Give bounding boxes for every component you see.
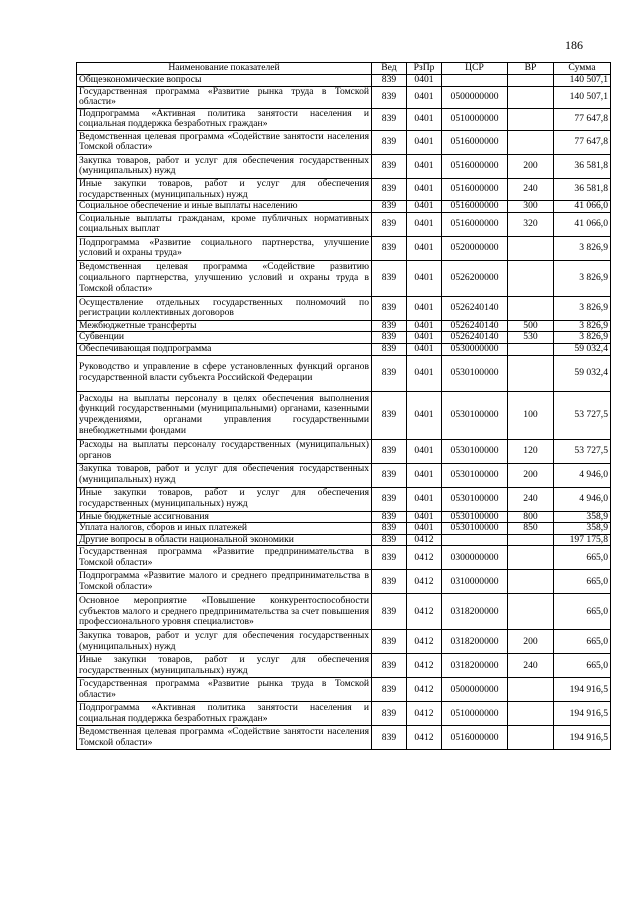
cell-csr: 0530000000	[442, 343, 508, 355]
cell-name: Иные закупки товаров, работ и услуг для обеспечения государственных (муниципальных) нужд	[77, 654, 372, 678]
cell-vr	[508, 343, 554, 355]
cell-sum: 358,9	[554, 511, 611, 523]
cell-name: Социальное обеспечение и иные выплаты населению	[77, 201, 372, 213]
cell-ved: 839	[372, 487, 407, 511]
cell-name: Другие вопросы в области национальной экономики	[77, 534, 372, 546]
cell-rzpr: 0401	[407, 343, 442, 355]
cell-ved: 839	[372, 236, 407, 260]
cell-csr	[442, 534, 508, 546]
cell-vr	[508, 296, 554, 320]
cell-sum: 140 507,1	[554, 86, 611, 108]
cell-rzpr: 0401	[407, 439, 442, 463]
cell-csr: 0318200000	[442, 630, 508, 654]
cell-rzpr: 0412	[407, 630, 442, 654]
cell-csr: 0516000000	[442, 178, 508, 200]
table-row	[77, 355, 611, 391]
header-csr: ЦСР	[442, 63, 508, 75]
cell-csr: 0318200000	[442, 654, 508, 678]
cell-sum: 59 032,4	[554, 355, 611, 391]
cell-sum: 3 826,9	[554, 236, 611, 260]
cell-ved: 839	[372, 75, 407, 87]
cell-csr: 0530100000	[442, 523, 508, 535]
table-row	[77, 654, 611, 678]
cell-rzpr: 0412	[407, 654, 442, 678]
cell-rzpr: 0401	[407, 108, 442, 130]
cell-csr: 0526240140	[442, 332, 508, 344]
cell-sum: 77 647,8	[554, 130, 611, 154]
table-row	[77, 702, 611, 726]
table-row	[77, 678, 611, 702]
table-row	[77, 260, 611, 296]
cell-vr: 240	[508, 487, 554, 511]
cell-ved: 839	[372, 439, 407, 463]
cell-ved: 839	[372, 546, 407, 570]
table-row	[77, 570, 611, 594]
cell-name: Уплата налогов, сборов и иных платежей	[77, 523, 372, 535]
cell-vr	[508, 570, 554, 594]
table-row	[77, 523, 611, 535]
cell-sum: 3 826,9	[554, 320, 611, 332]
cell-csr: 0530100000	[442, 463, 508, 487]
cell-name: Иные закупки товаров, работ и услуг для обеспечения государственных (муниципальных) нужд	[77, 487, 372, 511]
cell-vr	[508, 75, 554, 87]
cell-rzpr: 0412	[407, 534, 442, 546]
cell-csr	[442, 75, 508, 87]
cell-csr: 0510000000	[442, 702, 508, 726]
table-row	[77, 212, 611, 236]
header-ved: Вед	[372, 63, 407, 75]
header-vr: ВР	[508, 63, 554, 75]
cell-rzpr: 0401	[407, 355, 442, 391]
cell-csr: 0300000000	[442, 546, 508, 570]
cell-name: Обеспечивающая подпрограмма	[77, 343, 372, 355]
cell-ved: 839	[372, 108, 407, 130]
cell-vr	[508, 702, 554, 726]
cell-ved: 839	[372, 332, 407, 344]
cell-vr	[508, 86, 554, 108]
cell-ved: 839	[372, 86, 407, 108]
cell-ved: 839	[372, 260, 407, 296]
cell-csr: 0500000000	[442, 678, 508, 702]
cell-vr: 240	[508, 654, 554, 678]
cell-rzpr: 0401	[407, 86, 442, 108]
cell-rzpr: 0401	[407, 212, 442, 236]
cell-ved: 839	[372, 523, 407, 535]
cell-name: Закупка товаров, работ и услуг для обеспечения государственных (муниципальных) нужд	[77, 630, 372, 654]
cell-vr: 100	[508, 391, 554, 439]
table-row	[77, 296, 611, 320]
cell-name: Руководство и управление в сфере установленных функций органов государственной власти субъекта Российской Федерации	[77, 355, 372, 391]
cell-name: Социальные выплаты гражданам, кроме публичных нормативных социальных выплат	[77, 212, 372, 236]
cell-name: Государственная программа «Развитие рынка труда в Томской области»	[77, 86, 372, 108]
cell-vr: 200	[508, 154, 554, 178]
cell-name: Общеэкономические вопросы	[77, 75, 372, 87]
cell-name: Подпрограмма «Активная политика занятости населения и социальная поддержка безработных граждан»	[77, 702, 372, 726]
cell-vr: 120	[508, 439, 554, 463]
cell-vr	[508, 726, 554, 750]
cell-ved: 839	[372, 343, 407, 355]
table-row	[77, 86, 611, 108]
cell-ved: 839	[372, 296, 407, 320]
cell-csr: 0500000000	[442, 86, 508, 108]
table-row	[77, 511, 611, 523]
cell-sum: 665,0	[554, 546, 611, 570]
page-number: 186	[565, 38, 583, 52]
cell-rzpr: 0401	[407, 463, 442, 487]
table-row	[77, 320, 611, 332]
cell-sum: 3 826,9	[554, 332, 611, 344]
cell-csr: 0530100000	[442, 511, 508, 523]
cell-vr	[508, 355, 554, 391]
cell-rzpr: 0412	[407, 678, 442, 702]
table-row	[77, 108, 611, 130]
table-row	[77, 463, 611, 487]
table-row	[77, 630, 611, 654]
cell-csr: 0516000000	[442, 726, 508, 750]
table-row	[77, 75, 611, 87]
cell-vr	[508, 546, 554, 570]
cell-rzpr: 0401	[407, 511, 442, 523]
cell-name: Расходы на выплаты персоналу в целях обеспечения выполнения функций государственными (муниципальными) органами, казенными учреждениями, органами управления государственными внебюджетными фондами	[77, 391, 372, 439]
cell-vr	[508, 108, 554, 130]
cell-ved: 839	[372, 320, 407, 332]
cell-ved: 839	[372, 391, 407, 439]
cell-rzpr: 0401	[407, 201, 442, 213]
cell-rzpr: 0401	[407, 320, 442, 332]
cell-sum: 77 647,8	[554, 108, 611, 130]
cell-name: Основное мероприятие «Повышение конкурентоспособности субъектов малого и среднего предпринимательства за счет повышения профессионального уровня специалистов»	[77, 594, 372, 630]
cell-rzpr: 0412	[407, 594, 442, 630]
cell-vr	[508, 678, 554, 702]
cell-vr	[508, 236, 554, 260]
cell-csr: 0526200000	[442, 260, 508, 296]
cell-rzpr: 0412	[407, 702, 442, 726]
cell-rzpr: 0401	[407, 236, 442, 260]
cell-vr	[508, 260, 554, 296]
cell-csr: 0530100000	[442, 391, 508, 439]
cell-sum: 59 032,4	[554, 343, 611, 355]
budget-table	[76, 62, 611, 750]
cell-rzpr: 0401	[407, 296, 442, 320]
cell-rzpr: 0401	[407, 260, 442, 296]
table-row	[77, 154, 611, 178]
cell-sum: 194 916,5	[554, 678, 611, 702]
cell-csr: 0530100000	[442, 355, 508, 391]
cell-rzpr: 0401	[407, 523, 442, 535]
cell-csr: 0516000000	[442, 154, 508, 178]
table-row	[77, 439, 611, 463]
cell-name: Межбюджетные трансферты	[77, 320, 372, 332]
cell-rzpr: 0401	[407, 487, 442, 511]
cell-sum: 36 581,8	[554, 154, 611, 178]
cell-sum: 36 581,8	[554, 178, 611, 200]
cell-csr: 0516000000	[442, 212, 508, 236]
cell-vr: 320	[508, 212, 554, 236]
cell-ved: 839	[372, 630, 407, 654]
cell-rzpr: 0401	[407, 391, 442, 439]
cell-csr: 0526240140	[442, 296, 508, 320]
cell-sum: 3 826,9	[554, 260, 611, 296]
table-row	[77, 201, 611, 213]
cell-rzpr: 0401	[407, 332, 442, 344]
cell-sum: 4 946,0	[554, 487, 611, 511]
cell-vr	[508, 534, 554, 546]
cell-sum: 41 066,0	[554, 201, 611, 213]
cell-ved: 839	[372, 130, 407, 154]
cell-sum: 194 916,5	[554, 702, 611, 726]
cell-name: Ведомственная целевая программа «Содействие развитию социального партнерства, улучшению условий и охраны труда в Томской области»	[77, 260, 372, 296]
cell-name: Подпрограмма «Развитие социального партнерства, улучшение условий и охраны труда»	[77, 236, 372, 260]
cell-ved: 839	[372, 355, 407, 391]
header-rzpr: РзПр	[407, 63, 442, 75]
cell-vr: 800	[508, 511, 554, 523]
cell-name: Осуществление отдельных государственных полномочий по регистрации коллективных договоров	[77, 296, 372, 320]
cell-sum: 665,0	[554, 654, 611, 678]
cell-name: Расходы на выплаты персоналу государственных (муниципальных) органов	[77, 439, 372, 463]
table-row	[77, 391, 611, 439]
header-name: Наименование показателей	[77, 63, 372, 75]
cell-csr: 0530100000	[442, 439, 508, 463]
cell-sum: 53 727,5	[554, 439, 611, 463]
cell-ved: 839	[372, 726, 407, 750]
cell-csr: 0510000000	[442, 108, 508, 130]
table-row	[77, 546, 611, 570]
cell-ved: 839	[372, 178, 407, 200]
cell-vr: 300	[508, 201, 554, 213]
cell-sum: 665,0	[554, 594, 611, 630]
cell-vr: 530	[508, 332, 554, 344]
cell-ved: 839	[372, 570, 407, 594]
cell-sum: 194 916,5	[554, 726, 611, 750]
cell-sum: 4 946,0	[554, 463, 611, 487]
cell-rzpr: 0412	[407, 570, 442, 594]
cell-csr: 0520000000	[442, 236, 508, 260]
cell-csr: 0516000000	[442, 130, 508, 154]
cell-sum: 665,0	[554, 570, 611, 594]
table-row	[77, 343, 611, 355]
cell-name: Подпрограмма «Развитие малого и среднего предпринимательства в Томской области»	[77, 570, 372, 594]
cell-ved: 839	[372, 678, 407, 702]
table-row	[77, 130, 611, 154]
header-sum: Сумма	[554, 63, 611, 75]
cell-rzpr: 0401	[407, 75, 442, 87]
cell-sum: 3 826,9	[554, 296, 611, 320]
table-row	[77, 178, 611, 200]
cell-csr: 0516000000	[442, 201, 508, 213]
cell-name: Иные закупки товаров, работ и услуг для обеспечения государственных (муниципальных) нужд	[77, 178, 372, 200]
cell-name: Государственная программа «Развитие предпринимательства в Томской области»	[77, 546, 372, 570]
cell-sum: 140 507,1	[554, 75, 611, 87]
cell-name: Ведомственная целевая программа «Содействие занятости населения Томской области»	[77, 726, 372, 750]
cell-rzpr: 0401	[407, 178, 442, 200]
cell-ved: 839	[372, 654, 407, 678]
cell-vr: 850	[508, 523, 554, 535]
cell-csr: 0530100000	[442, 487, 508, 511]
cell-sum: 53 727,5	[554, 391, 611, 439]
cell-rzpr: 0412	[407, 726, 442, 750]
table-body	[77, 75, 611, 750]
cell-name: Закупка товаров, работ и услуг для обеспечения государственных (муниципальных) нужд	[77, 463, 372, 487]
cell-sum: 41 066,0	[554, 212, 611, 236]
cell-name: Закупка товаров, работ и услуг для обеспечения государственных (муниципальных) нужд	[77, 154, 372, 178]
table-row	[77, 726, 611, 750]
cell-name: Подпрограмма «Активная политика занятости населения и социальная поддержка безработных граждан»	[77, 108, 372, 130]
cell-rzpr: 0412	[407, 546, 442, 570]
cell-vr: 500	[508, 320, 554, 332]
cell-csr: 0318200000	[442, 594, 508, 630]
cell-csr: 0526240140	[442, 320, 508, 332]
cell-ved: 839	[372, 511, 407, 523]
cell-ved: 839	[372, 463, 407, 487]
cell-vr: 240	[508, 178, 554, 200]
table-row	[77, 534, 611, 546]
cell-name: Государственная программа «Развитие рынка труда в Томской области»	[77, 678, 372, 702]
table-row	[77, 332, 611, 344]
cell-name: Субвенции	[77, 332, 372, 344]
cell-ved: 839	[372, 201, 407, 213]
cell-name: Ведомственная целевая программа «Содействие занятости населения Томской области»	[77, 130, 372, 154]
cell-sum: 197 175,8	[554, 534, 611, 546]
cell-ved: 839	[372, 534, 407, 546]
cell-sum: 358,9	[554, 523, 611, 535]
cell-rzpr: 0401	[407, 130, 442, 154]
cell-ved: 839	[372, 702, 407, 726]
cell-csr: 0310000000	[442, 570, 508, 594]
cell-vr: 200	[508, 463, 554, 487]
cell-ved: 839	[372, 154, 407, 178]
cell-vr: 200	[508, 630, 554, 654]
cell-sum: 665,0	[554, 630, 611, 654]
table-row	[77, 236, 611, 260]
cell-ved: 839	[372, 212, 407, 236]
cell-vr	[508, 594, 554, 630]
cell-ved: 839	[372, 594, 407, 630]
table-row	[77, 594, 611, 630]
cell-name: Иные бюджетные ассигнования	[77, 511, 372, 523]
table-row	[77, 487, 611, 511]
cell-rzpr: 0401	[407, 154, 442, 178]
cell-vr	[508, 130, 554, 154]
table-header-row	[77, 63, 611, 75]
